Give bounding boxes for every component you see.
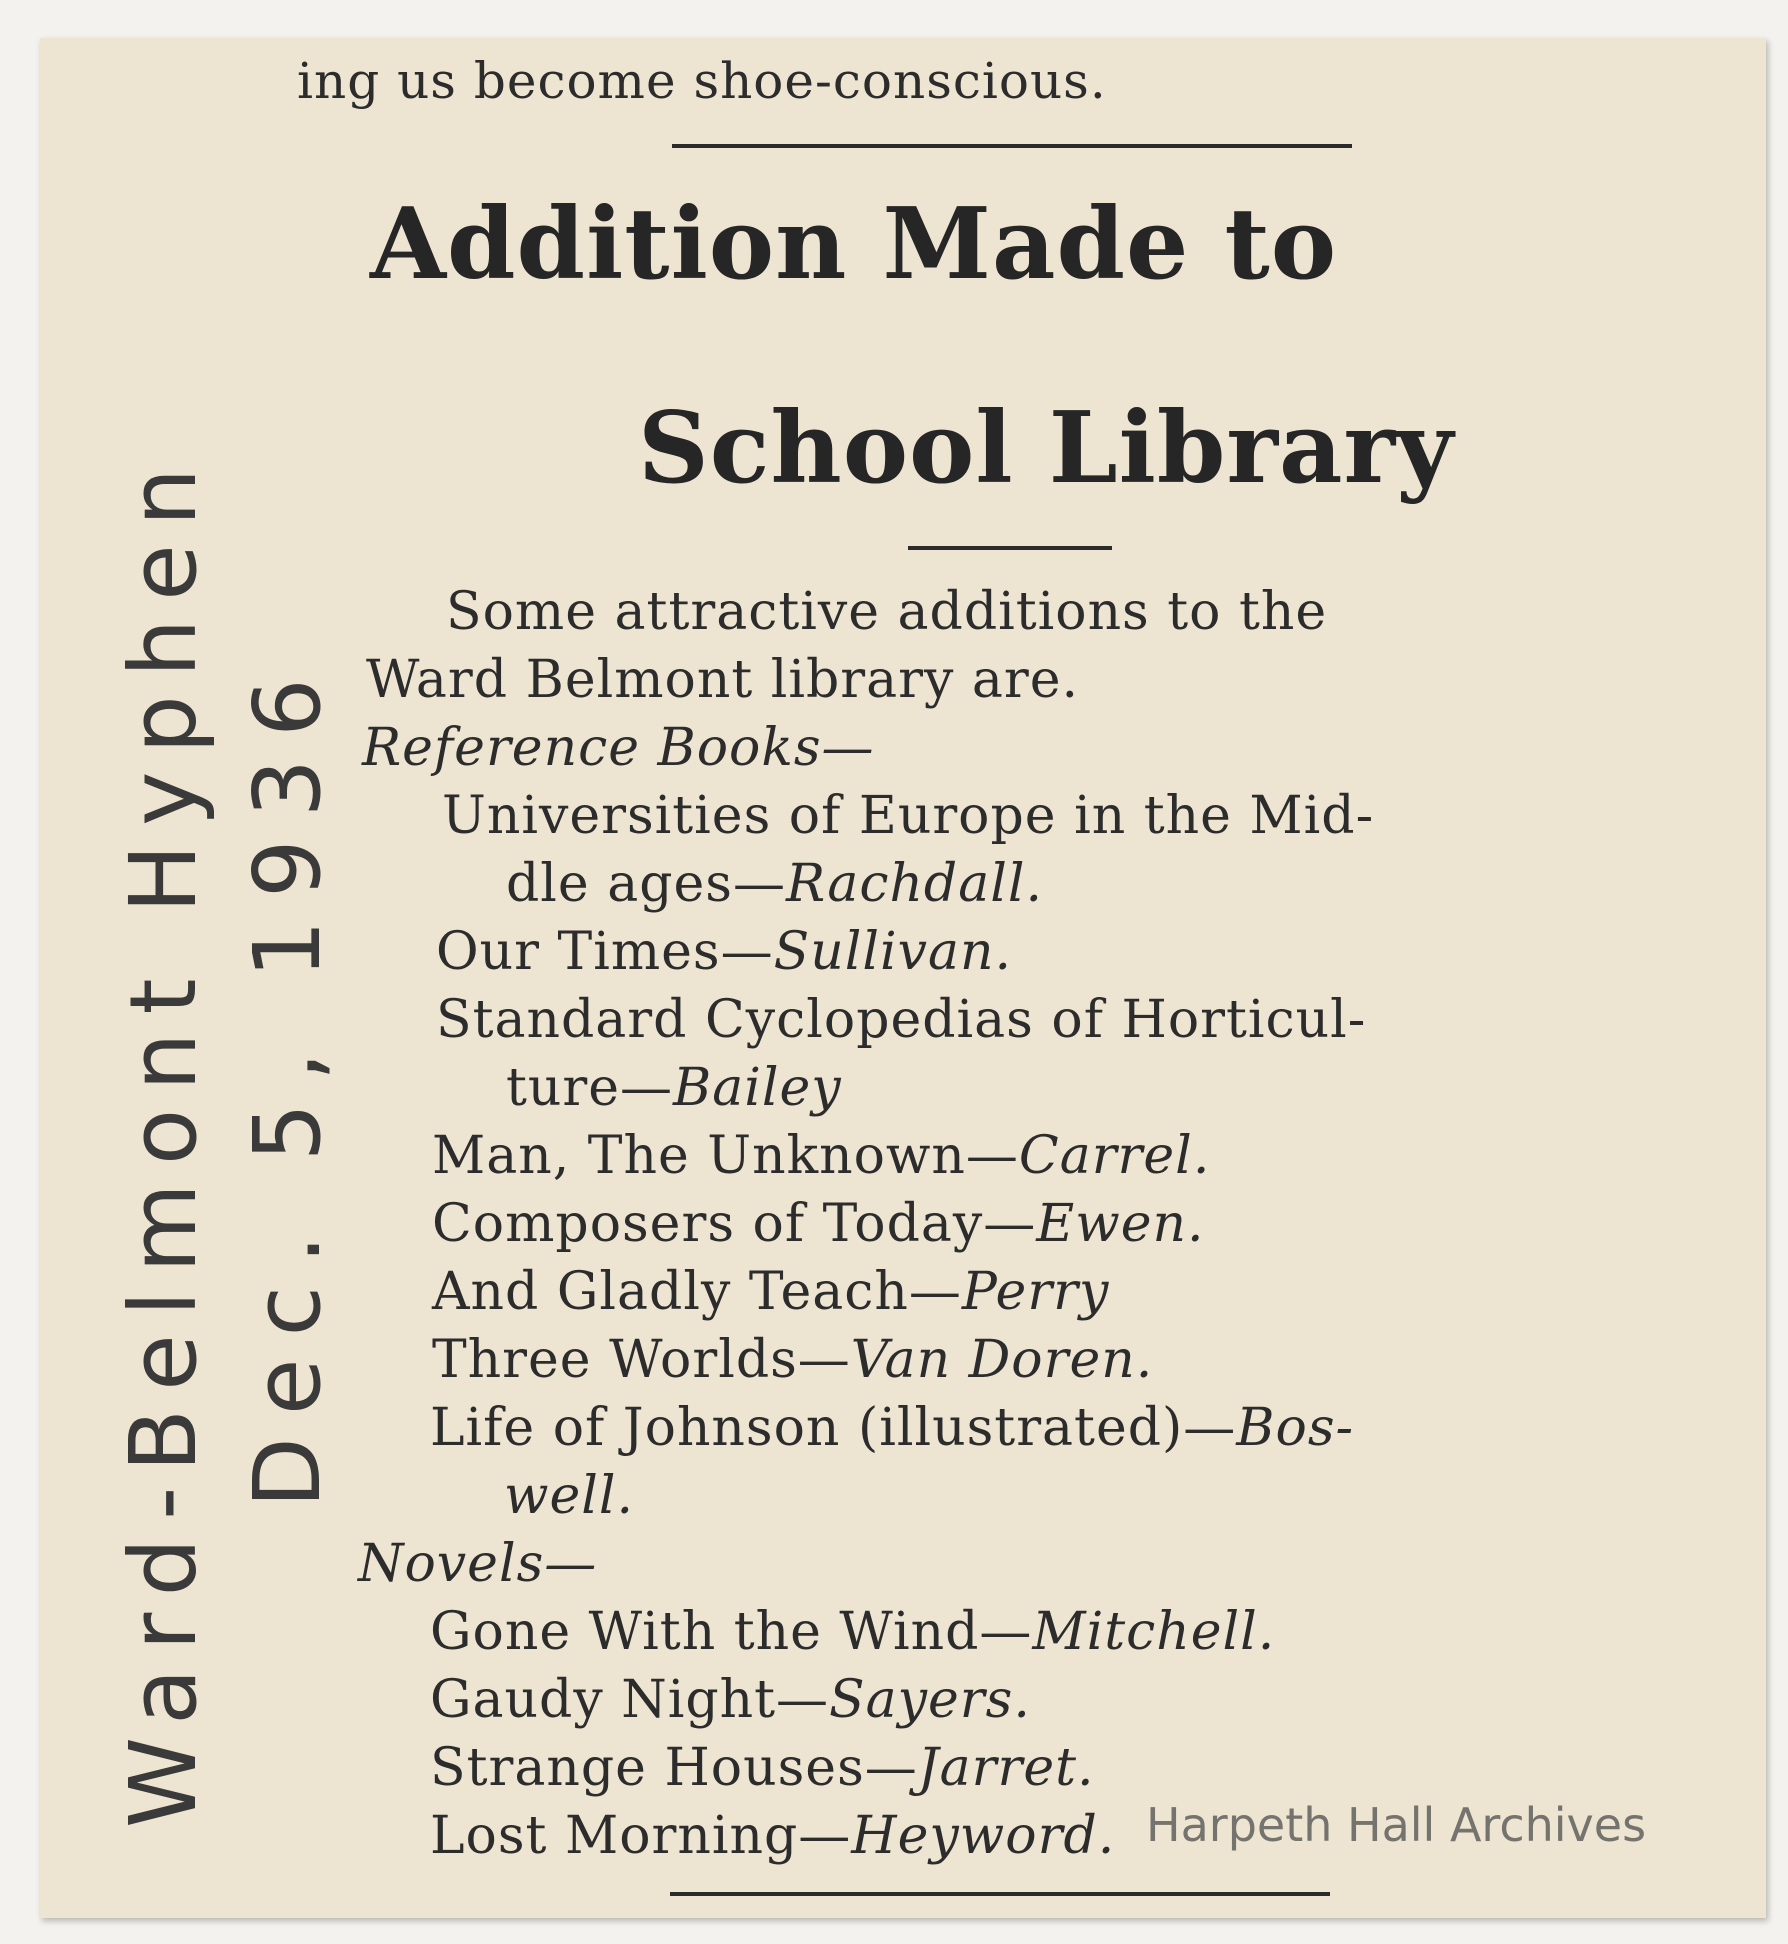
book-title: Composers of Today—: [432, 1194, 1037, 1254]
intro-line-2: Ward Belmont library are.: [366, 650, 1080, 710]
book-title: ture—: [506, 1058, 674, 1118]
book-author: well.: [504, 1466, 635, 1526]
headline-rule: [908, 546, 1112, 550]
top-fragment-text: ing us become shoe-conscious.: [297, 52, 1107, 110]
headline-line-2: School Library: [638, 391, 1455, 506]
list-item: [432, 1194, 1205, 1254]
list-item: [430, 1602, 1276, 1662]
section-heading-reference: Reference Books—: [362, 718, 875, 778]
list-item: [506, 1058, 842, 1118]
list-item: [506, 854, 1044, 914]
list-item: [430, 1398, 1355, 1458]
book-title: Man, The Unknown—: [432, 1126, 1019, 1186]
top-rule: [672, 144, 1352, 148]
bottom-rule: [670, 1892, 1330, 1896]
book-title: Three Worlds—: [432, 1330, 851, 1390]
list-item: [432, 1262, 1110, 1322]
handwritten-note-line-2: Dec. 5, 1936: [234, 656, 341, 1508]
book-author: Ewen.: [1036, 1194, 1205, 1254]
book-author: Bailey: [673, 1058, 842, 1118]
book-title: dle ages—: [506, 854, 786, 914]
book-title: Our Times—: [436, 922, 774, 982]
newspaper-clipping: [40, 38, 1766, 1918]
list-item: [442, 786, 1375, 846]
book-author: Bos-: [1236, 1398, 1355, 1458]
book-author: Jarret.: [917, 1738, 1095, 1798]
book-author: Van Doren.: [850, 1330, 1154, 1390]
handwritten-note-line-1: Ward-Belmont Hyphen: [110, 449, 217, 1828]
book-author: Rachdall.: [785, 854, 1044, 914]
book-title: Lost Morning—: [430, 1806, 852, 1866]
book-author: Perry: [961, 1262, 1110, 1322]
book-author: Sayers.: [829, 1670, 1031, 1730]
headline-line-1: Addition Made to: [370, 187, 1338, 302]
list-item: [436, 990, 1367, 1050]
list-item: [436, 922, 1012, 982]
list-item: [430, 1738, 1095, 1798]
book-author: Heyword.: [851, 1806, 1116, 1866]
book-title: Gone With the Wind—: [430, 1602, 1033, 1662]
book-author: Mitchell.: [1032, 1602, 1276, 1662]
book-title: Standard Cyclopedias of Horticul-: [436, 990, 1367, 1050]
book-author: Carrel.: [1018, 1126, 1211, 1186]
book-title: Life of Johnson (illustrated)—: [430, 1398, 1237, 1458]
list-item: [432, 1330, 1154, 1390]
book-title: Strange Houses—: [430, 1738, 918, 1798]
book-title: And Gladly Teach—: [432, 1262, 962, 1322]
book-author: Sullivan.: [773, 922, 1012, 982]
archive-watermark: Harpeth Hall Archives: [1146, 1798, 1647, 1852]
book-title: Gaudy Night—: [430, 1670, 830, 1730]
intro-line-1: Some attractive additions to the: [446, 582, 1328, 642]
list-item: [432, 1126, 1211, 1186]
list-item: [430, 1670, 1031, 1730]
section-heading-novels: Novels—: [358, 1534, 598, 1594]
book-title: Universities of Europe in the Mid-: [442, 786, 1375, 846]
list-item: [430, 1806, 1116, 1866]
